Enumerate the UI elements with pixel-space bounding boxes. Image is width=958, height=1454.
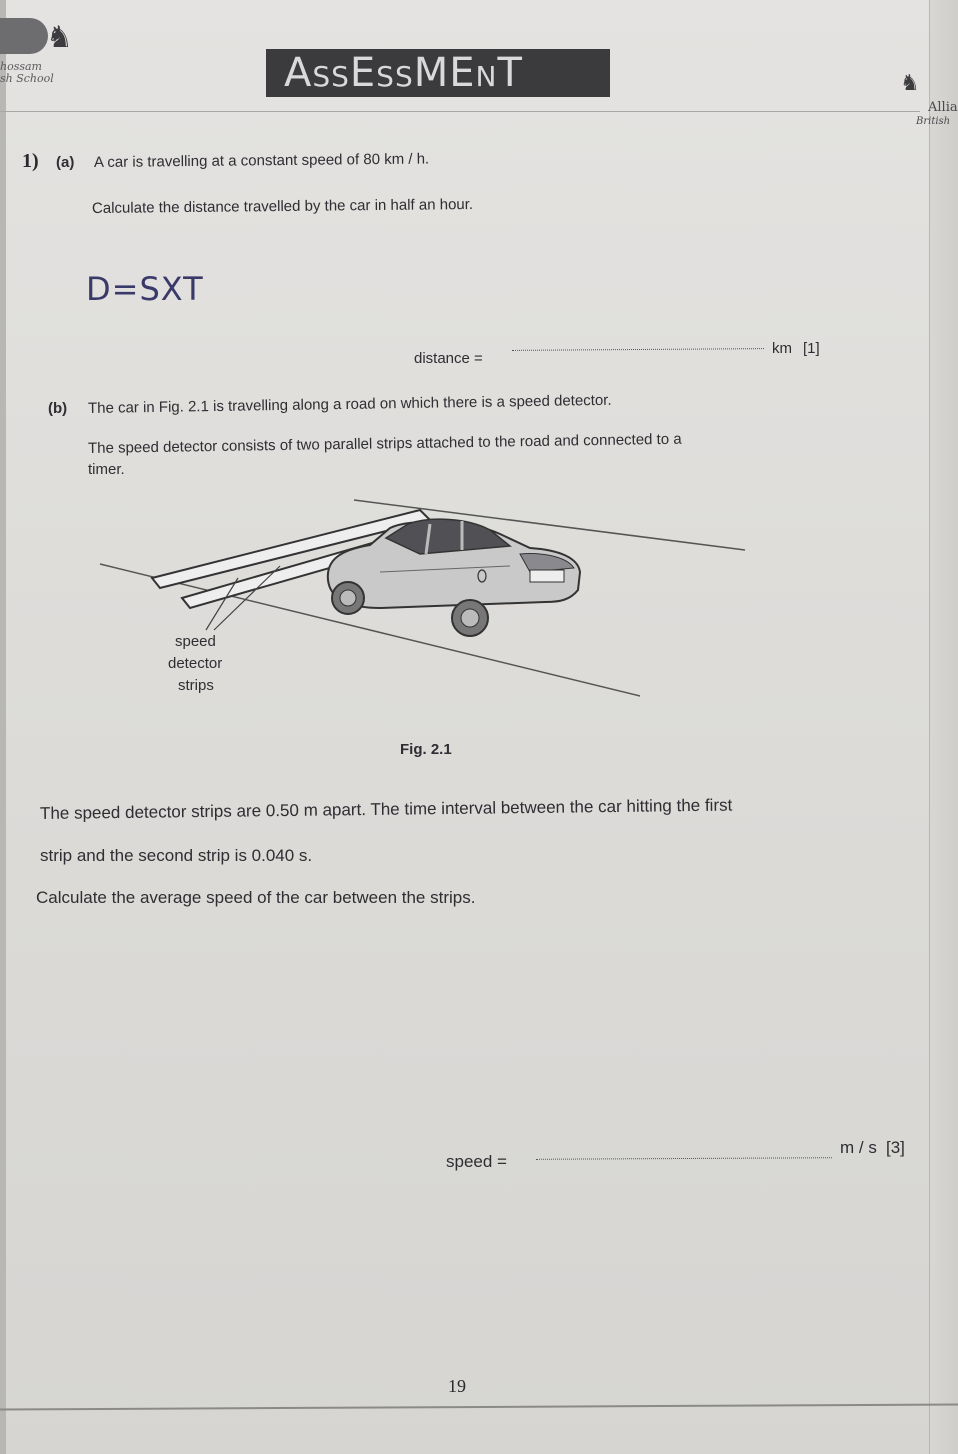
right-header-text-top: Allia xyxy=(928,100,958,115)
page-left-edge xyxy=(0,0,6,1454)
part-a-marks: [1] xyxy=(803,340,820,357)
part-b-label: (b) xyxy=(48,400,68,417)
question-number: 1) xyxy=(22,150,39,172)
part-b-line3: timer. xyxy=(88,461,125,478)
distance-unit: km xyxy=(772,340,792,357)
page-number: 19 xyxy=(448,1376,466,1396)
part-b-marks: [3] xyxy=(886,1138,905,1157)
lion-logo-icon: ♞ xyxy=(46,21,73,54)
school-crest-logo xyxy=(0,18,48,54)
distance-answer-line[interactable] xyxy=(512,348,764,351)
school-name-top: hossam xyxy=(0,60,42,73)
part-b-para2: Calculate the average speed of the car between the strips. xyxy=(36,888,476,907)
part-a-line2: Calculate the distance travelled by the car in half an hour. xyxy=(91,196,474,217)
speed-answer-label: speed = xyxy=(446,1152,507,1171)
figure-caption: Fig. 2.1 xyxy=(400,741,452,758)
part-a-label: (a) xyxy=(56,154,75,171)
part-b-line2: The speed detector consists of two parallel strips attached to the road and connected to a xyxy=(87,430,682,457)
header-divider xyxy=(0,111,920,112)
assessment-banner: AssEssMEnT xyxy=(266,49,610,97)
footer-divider xyxy=(0,1403,958,1410)
figure-label-speed: speed xyxy=(175,633,216,650)
part-b-line1: The car in Fig. 2.1 is travelling along a road on which there is a speed detector. xyxy=(87,391,612,417)
right-header-text-bottom: British xyxy=(916,116,951,127)
speed-answer-line[interactable] xyxy=(536,1157,832,1160)
handwritten-answer: D=SXT xyxy=(86,270,204,308)
school-name-bottom: sh School xyxy=(0,72,54,85)
distance-answer-label: distance = xyxy=(414,350,483,367)
adjacent-page-strip xyxy=(929,0,958,1454)
right-lion-logo-icon: ♞ xyxy=(900,70,920,95)
figure-car-speed-detector xyxy=(90,490,770,770)
speed-unit: m / s xyxy=(840,1138,877,1157)
part-b-para1-line2: strip and the second strip is 0.040 s. xyxy=(40,846,313,865)
part-a-line1: A car is travelling at a constant speed of 80 km / h. xyxy=(93,150,430,171)
part-b-para1-line1: The speed detector strips are 0.50 m apart. The time interval between the car hitting the first xyxy=(39,795,733,823)
figure-label-strips: strips xyxy=(178,677,214,694)
figure-label-detector: detector xyxy=(168,655,223,672)
